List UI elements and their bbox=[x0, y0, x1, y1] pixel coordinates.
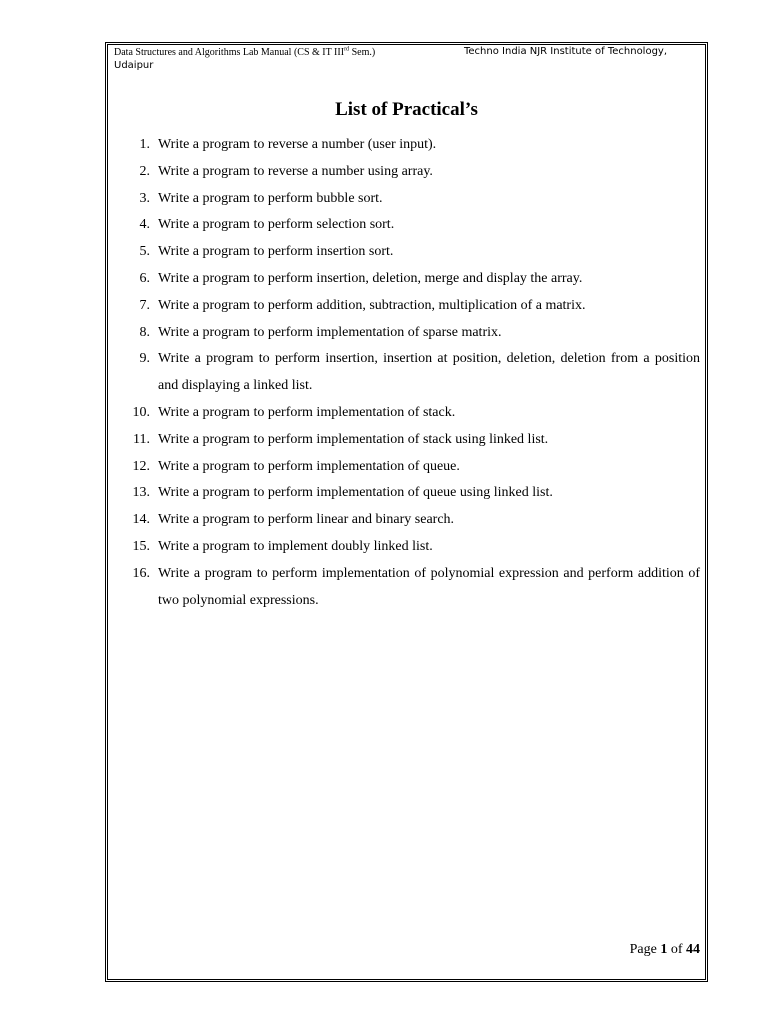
practical-item-number: 8. bbox=[139, 324, 150, 340]
practical-item bbox=[128, 400, 700, 427]
practical-item-text: Write a program to reverse a number using array. bbox=[158, 163, 433, 179]
practical-item bbox=[128, 561, 700, 615]
practical-item-text: Write a program to perform implementation of stack. bbox=[158, 404, 456, 420]
practical-item-number: 4. bbox=[139, 217, 150, 233]
practical-item-number: 1. bbox=[139, 137, 150, 152]
practical-item-number: 10. bbox=[132, 404, 150, 420]
header-manual-title-text: Data Structures and Algorithms Lab Manual (CS & IT III bbox=[114, 47, 345, 58]
practical-item-text: Write a program to perform insertion, insertion at position, deletion, deletion from a position and displaying a linked list. bbox=[158, 351, 700, 394]
practical-item-text: Write a program to implement doubly linked list. bbox=[158, 538, 433, 554]
page-title: List of Practical’s bbox=[335, 99, 478, 120]
practical-item bbox=[128, 159, 700, 186]
practical-item bbox=[128, 454, 700, 481]
practical-item-number: 5. bbox=[139, 244, 150, 260]
practical-item bbox=[128, 480, 700, 507]
practical-item-text: Write a program to perform insertion, deletion, merge and display the array. bbox=[158, 270, 583, 286]
practical-item-number: 6. bbox=[139, 270, 150, 286]
practical-item bbox=[128, 346, 700, 400]
page-number bbox=[630, 942, 700, 958]
practical-list bbox=[128, 132, 700, 614]
practical-item bbox=[128, 266, 700, 293]
header-manual-title-suffix: Sem.) bbox=[349, 47, 376, 58]
practical-item-number: 9. bbox=[139, 351, 150, 367]
practical-item bbox=[128, 534, 700, 561]
header-manual-title-sup: rd bbox=[344, 46, 350, 53]
header-manual-title bbox=[114, 47, 375, 58]
practical-item-text: Write a program to perform implementation of sparse matrix. bbox=[158, 324, 502, 340]
practical-item-number: 13. bbox=[132, 485, 150, 501]
practical-item-number: 16. bbox=[132, 565, 150, 581]
practical-item-text: Write a program to perform linear and binary search. bbox=[158, 512, 455, 528]
practical-item-text: Write a program to perform bubble sort. bbox=[158, 190, 383, 206]
practical-item-text: Write a program to perform implementation of polynomial expression and perform addition of two polynomial expressions. bbox=[158, 565, 700, 608]
practical-item-text: Write a program to perform selection sort. bbox=[158, 217, 395, 233]
practical-item bbox=[128, 507, 700, 534]
page-label: Page bbox=[629, 942, 657, 957]
practical-item bbox=[128, 320, 700, 347]
practical-item-number: 7. bbox=[139, 297, 150, 313]
header-institute: Techno India NJR Institute of Technology, bbox=[464, 46, 668, 57]
practical-item-text: Write a program to perform insertion sort. bbox=[158, 244, 394, 260]
practical-item-text: Write a program to perform implementation of stack using linked list. bbox=[158, 431, 549, 447]
practical-item bbox=[128, 186, 700, 213]
practical-item-number: 2. bbox=[139, 163, 150, 179]
practical-item-text: Write a program to perform implementation of queue using linked list. bbox=[158, 485, 553, 501]
header-institute-city: Udaipur bbox=[114, 60, 154, 71]
page-current: 1 bbox=[660, 942, 668, 957]
practical-item bbox=[128, 427, 700, 454]
practical-item-text: Write a program to reverse a number (user input). bbox=[158, 137, 437, 152]
practical-item-number: 15. bbox=[132, 538, 150, 554]
practical-item-number: 12. bbox=[132, 458, 150, 474]
page-of: of bbox=[670, 942, 683, 957]
practical-item bbox=[128, 293, 700, 320]
practical-item bbox=[128, 132, 700, 159]
practical-item bbox=[128, 239, 700, 266]
practical-item-number: 3. bbox=[139, 190, 150, 206]
page-total: 44 bbox=[686, 942, 700, 957]
practical-item-number: 11. bbox=[133, 431, 150, 447]
practical-item-text: Write a program to perform addition, subtraction, multiplication of a matrix. bbox=[158, 297, 586, 313]
practical-item bbox=[128, 212, 700, 239]
practical-item-number: 14. bbox=[132, 512, 150, 528]
practical-item-text: Write a program to perform implementation of queue. bbox=[158, 458, 460, 474]
